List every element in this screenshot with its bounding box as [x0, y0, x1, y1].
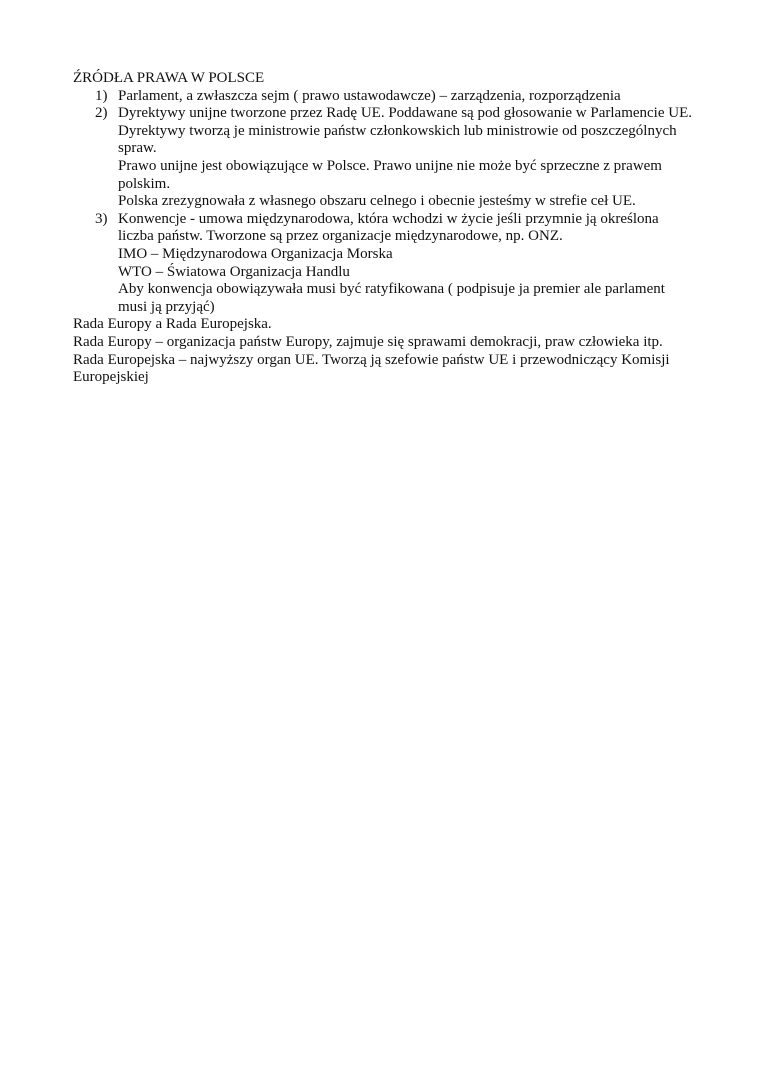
list-item-number: 3)	[95, 210, 108, 227]
list-item-paragraph: WTO – Światowa Organizacja Handlu	[118, 263, 350, 280]
list-item-number: 2)	[95, 105, 108, 122]
list-item-number: 1)	[95, 87, 108, 104]
list-item-paragraph: Dyrektywy unijne tworzone przez Radę UE. Poddawane są pod głosowanie w Parlamencie UE. Dyrektywy tworzą je ministrowie państw członkowskich lub ministrowie od poszczególnych spraw.	[118, 105, 692, 157]
document-title: ŹRÓDŁA PRAWA W POLSCE	[73, 70, 265, 86]
list-item-paragraph: Prawo unijne jest obowiązujące w Polsce. Prawo unijne nie może być sprzeczne z prawem polskim.	[118, 157, 662, 192]
list-item-paragraph: Parlament, a zwłaszcza sejm ( prawo ustawodawcze) – zarządzenia, rozporządzenia	[118, 87, 621, 104]
list-item	[73, 105, 693, 211]
list-item	[73, 88, 693, 106]
list-item	[73, 211, 693, 317]
body-paragraph: Rada Europejska – najwyższy organ UE. Tworzą ją szefowie państw UE i przewodniczący Komisji Europejskiej	[73, 351, 670, 386]
list-item-paragraph: Konwencje - umowa międzynarodowa, która wchodzi w życie jeśli przymnie ją określona liczba państw. Tworzone są przez organizacje międzynarodowe, np. ONZ.	[118, 210, 659, 245]
list-item-paragraph: Polska zrezygnowała z własnego obszaru celnego i obecnie jesteśmy w strefie ceł UE.	[118, 193, 636, 210]
sources-list	[73, 88, 693, 317]
body-paragraph: Rada Europy – organizacja państw Europy, zajmuje się sprawami demokracji, praw człowieka itp.	[73, 333, 663, 350]
body-paragraph: Rada Europy a Rada Europejska.	[73, 316, 272, 333]
document-page	[73, 70, 693, 387]
list-item-paragraph: IMO – Międzynarodowa Organizacja Morska	[118, 245, 393, 262]
list-item-paragraph: Aby konwencja obowiązywała musi być ratyfikowana ( podpisuje ja premier ale parlament musi ją przyjąć)	[118, 281, 665, 315]
